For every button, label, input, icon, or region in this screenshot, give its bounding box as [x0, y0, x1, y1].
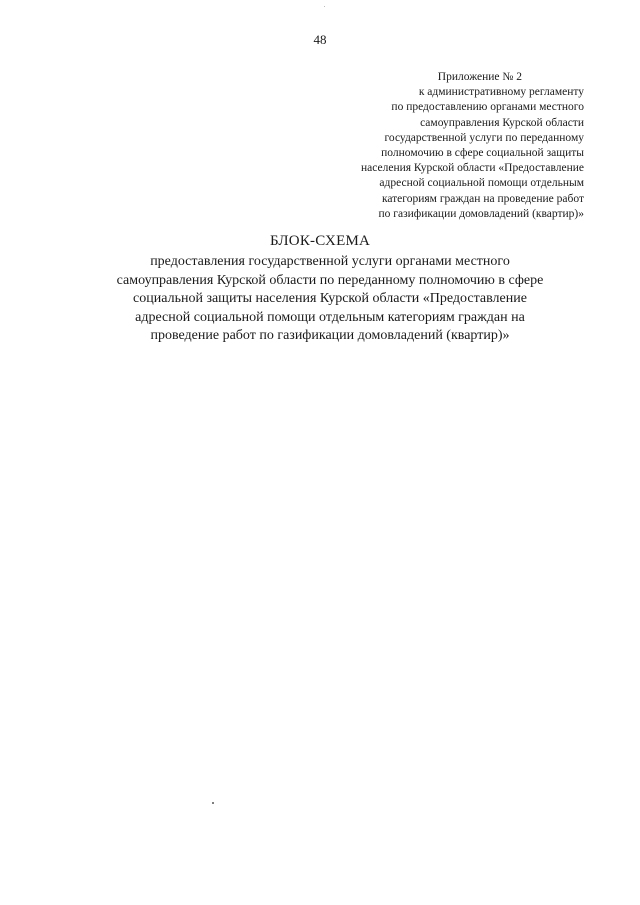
appendix-line: по газификации домовладений (квартир)» [378, 207, 584, 220]
scheme-subtitle-line: предоставления государственной услуги органами местного [150, 254, 510, 269]
scheme-subtitle-line: проведение работ по газификации домовладений (квартир)» [150, 328, 510, 343]
appendix-line: населения Курской области «Предоставление [361, 162, 584, 175]
appendix-line: государственной услуги по переданному [384, 131, 584, 144]
scheme-title: БЛОК-СХЕМА [269, 233, 371, 249]
page-number: 48 [313, 32, 327, 47]
scan-speck [212, 802, 214, 804]
appendix-line: к административному регламенту [418, 86, 584, 99]
appendix-header [304, 70, 584, 222]
appendix-line: самоуправления Курской области [420, 116, 584, 129]
appendix-line: полномочию в сфере социальной защиты [381, 147, 584, 160]
appendix-line: категориям граждан на проведение работ [381, 192, 584, 205]
scheme-subtitle [70, 253, 590, 346]
scheme-subtitle-line: социальной защиты населения Курской области «Предоставление [133, 291, 527, 306]
scheme-subtitle-line: самоуправления Курской области по переданному полномочию в сфере [116, 272, 544, 288]
appendix-title: Приложение № 2 [437, 71, 522, 83]
scheme-subtitle-line: адресной социальной помощи отдельным категориям граждан на [135, 309, 525, 325]
appendix-line: адресной социальной помощи отдельным [379, 177, 584, 190]
appendix-line: по предоставлению органами местного [391, 101, 584, 114]
scan-mark [324, 6, 325, 7]
